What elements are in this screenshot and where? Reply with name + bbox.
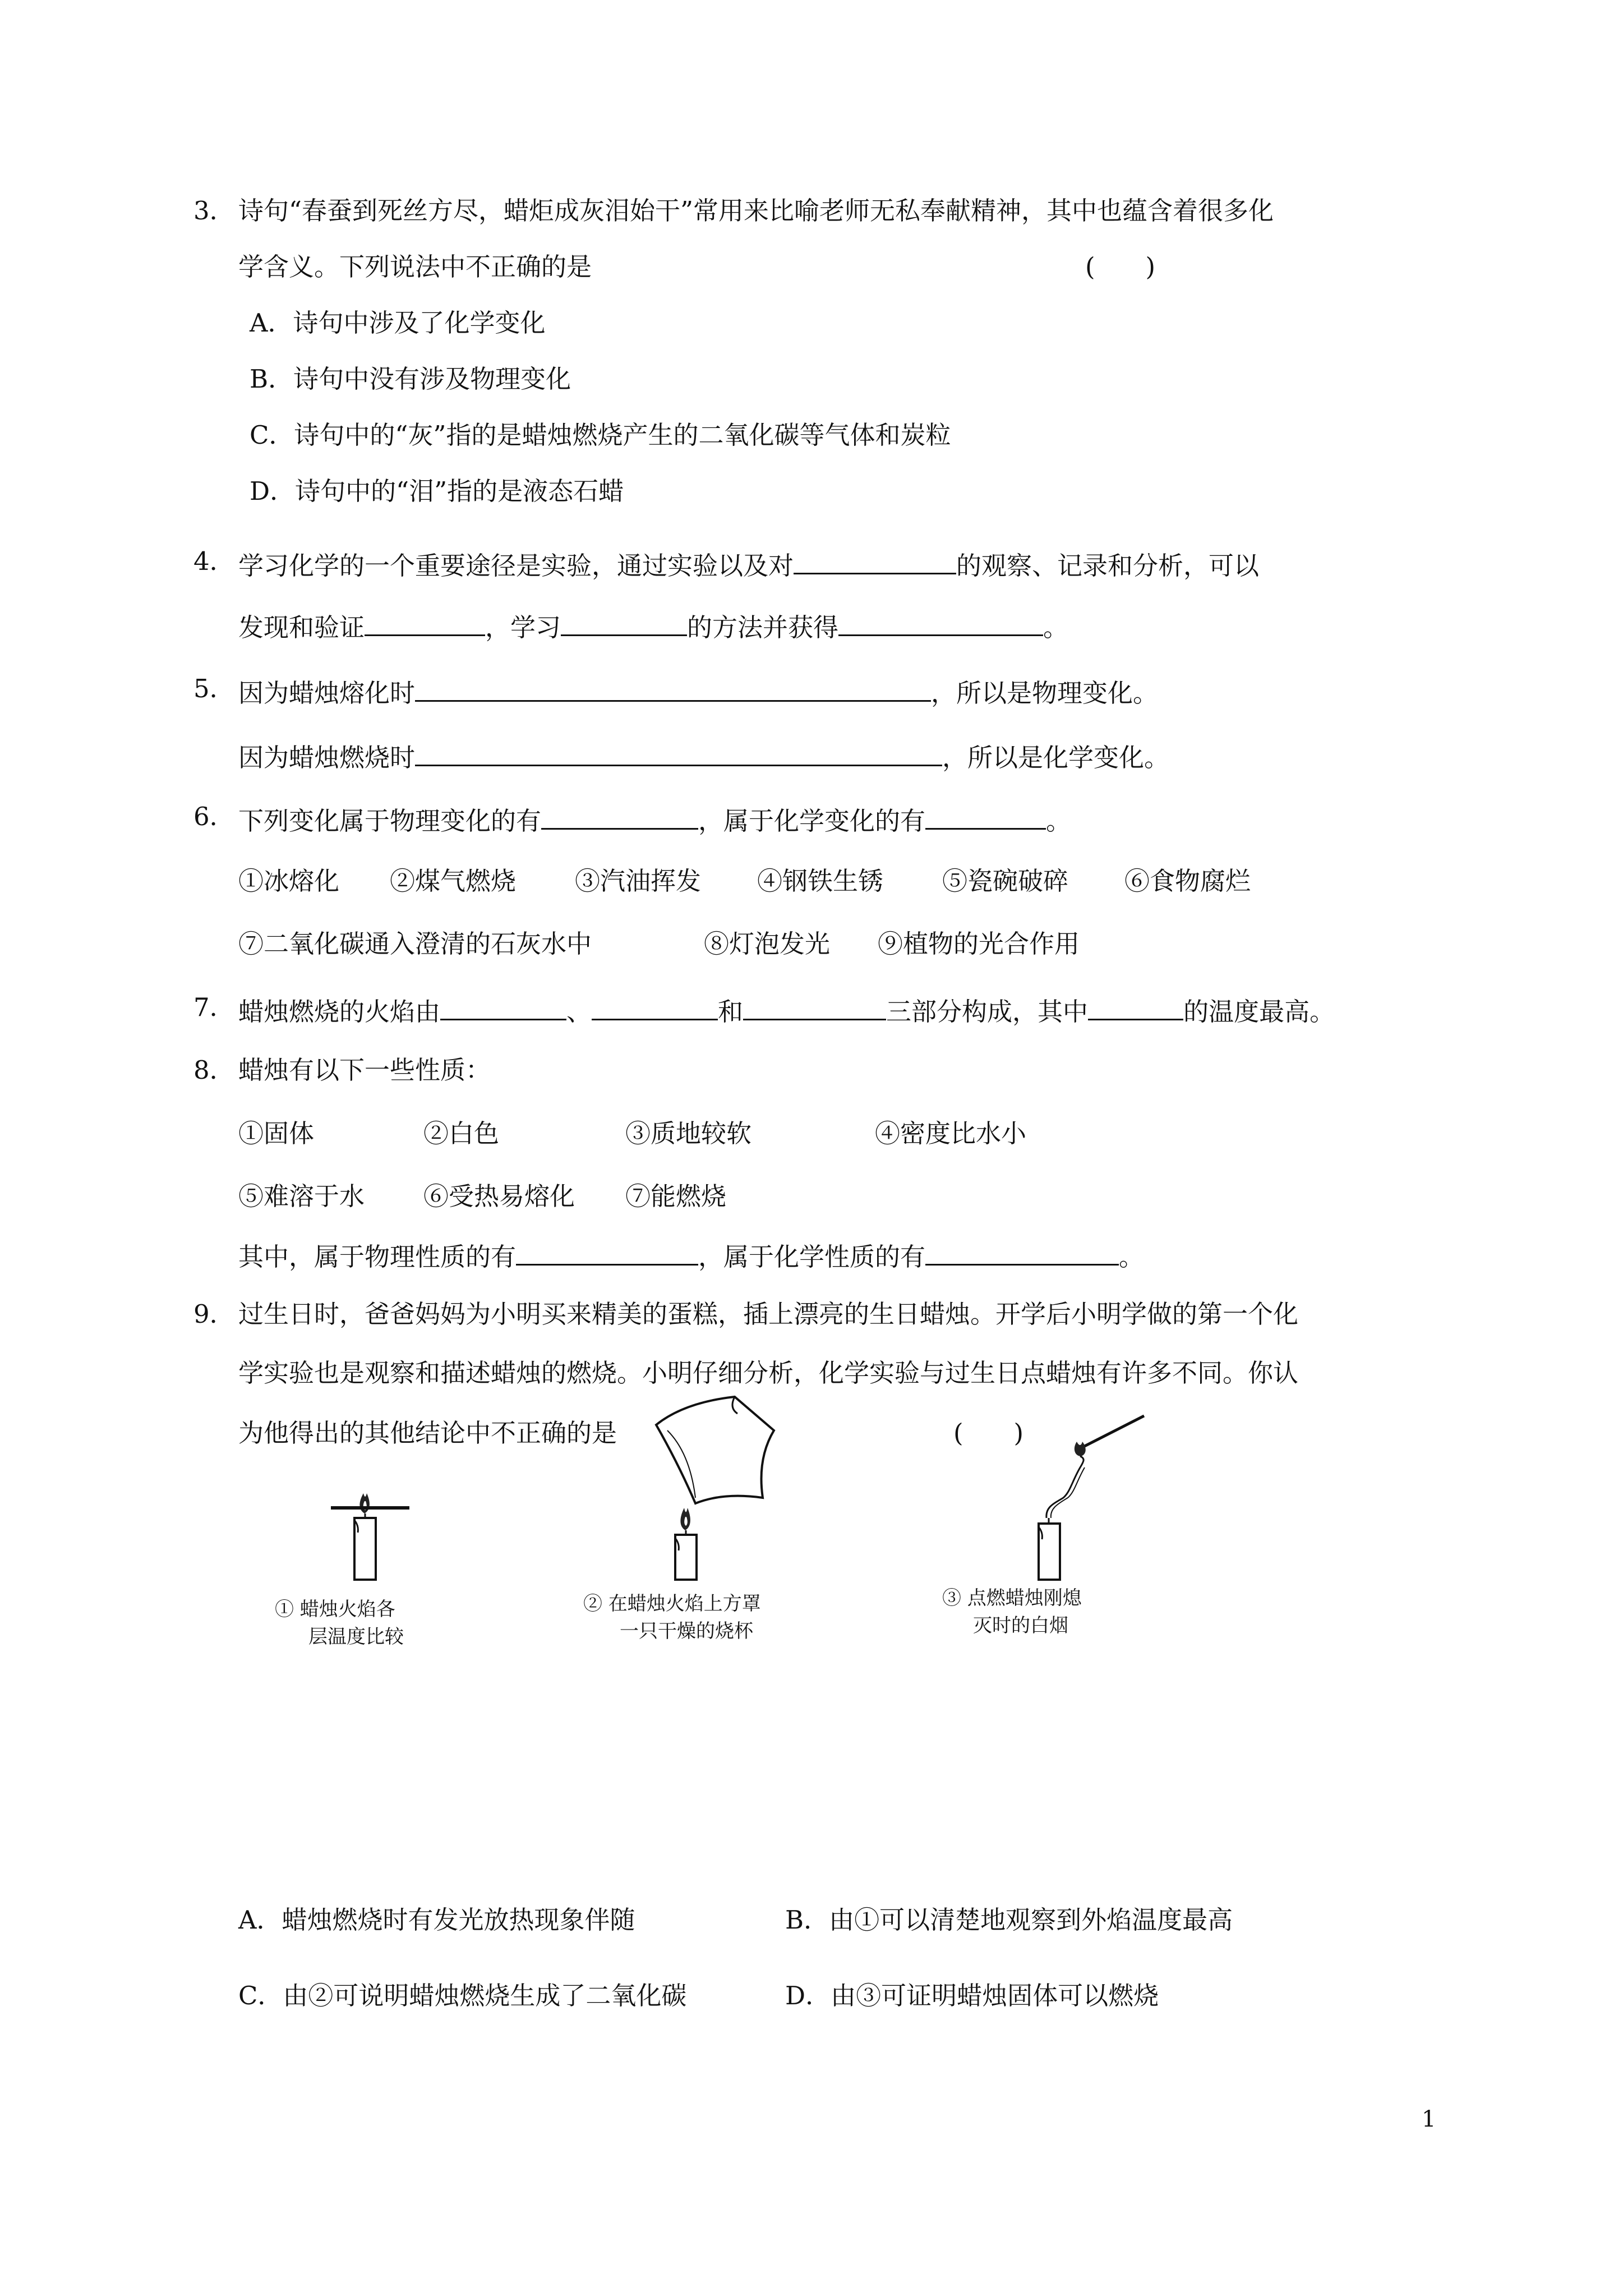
figure3-caption [942, 1585, 1082, 1640]
q8-property-1: ①固体 [238, 1119, 315, 1148]
q5-number: 5． [193, 674, 235, 703]
q9-answer-paren: ( ) [953, 1418, 1024, 1448]
candle-relit-by-match-icon [1009, 1414, 1166, 1582]
q8-number: 8． [193, 1055, 235, 1085]
figure1-caption [275, 1596, 404, 1651]
q6-text-1b: ，属于化学变化的有 [698, 806, 926, 836]
figure3-caption-line1: ③ 点燃蜡烛刚熄 [942, 1587, 1082, 1609]
q6-item-6: ⑥食物腐烂 [1124, 866, 1251, 896]
q8-blank-chemical[interactable] [925, 1240, 1119, 1266]
q9-option-c: C．由②可说明蜡烛燃烧生成了二氧化碳 [238, 1981, 687, 2010]
q4-line1 [238, 549, 1260, 581]
figure1-caption-line2: 层温度比较 [308, 1626, 404, 1649]
q3-option-b: B．诗句中没有涉及物理变化 [250, 364, 571, 394]
q8-text-3c: 。 [1119, 1241, 1145, 1272]
q6-item-3: ③汽油挥发 [575, 866, 702, 896]
q4-text-1b: 的观察、记录和分析，可以 [956, 550, 1260, 581]
q6-item-5: ⑤瓷碗破碎 [942, 866, 1069, 896]
q6-item-2: ②煤气燃烧 [390, 866, 517, 896]
q9-option-d: D．由③可证明蜡烛固体可以燃烧 [785, 1981, 1159, 2010]
q6-number: 6． [193, 802, 235, 831]
q4-blank-1[interactable] [794, 549, 956, 574]
q6-item-8: ⑧灯泡发光 [704, 929, 831, 959]
q4-number: 4． [193, 546, 235, 576]
q7-text-b: 、 [566, 996, 592, 1027]
q8-title: 蜡烛有以下一些性质： [238, 1055, 491, 1085]
q6-text-1a: 下列变化属于物理变化的有 [238, 806, 542, 836]
q8-property-4: ④密度比水小 [875, 1119, 1027, 1148]
q3-stem-line1: 诗句“春蚕到死丝方尽，蜡炬成灰泪始干”常用来比喻老师无私奉献精神，其中也蕴含着很多化 [238, 196, 1274, 226]
q8-property-5: ⑤难溶于水 [238, 1181, 365, 1211]
q8-line3 [238, 1240, 1145, 1272]
q8-property-7: ⑦能燃烧 [625, 1181, 727, 1211]
q8-property-2: ②白色 [423, 1119, 500, 1148]
q8-property-6: ⑥受热易熔化 [423, 1181, 575, 1211]
q6-item-9: ⑨植物的光合作用 [878, 929, 1080, 959]
q3-answer-paren: ( ) [1085, 252, 1156, 282]
figure1-caption-line1: ① 蜡烛火焰各 [275, 1598, 395, 1621]
q7-number: 7． [193, 992, 235, 1022]
q4-text-2b: ，学习 [485, 612, 561, 642]
q7-blank-1[interactable] [440, 995, 566, 1020]
q9-stem-line2: 学实验也是观察和描述蜡烛的燃烧。小明仔细分析，化学实验与过生日点蜡烛有许多不同。你认 [238, 1358, 1299, 1388]
q3-option-c: C．诗句中的“灰”指的是蜡烛燃烧产生的二氧化碳等气体和炭粒 [250, 420, 951, 450]
page-number: 1 [1422, 2106, 1436, 2132]
q3-option-a: A．诗句中涉及了化学变化 [250, 308, 546, 338]
q8-text-3b: ，属于化学性质的有 [698, 1241, 926, 1272]
q4-text-1a: 学习化学的一个重要途径是实验，通过实验以及对 [238, 550, 794, 581]
q6-blank-chemical[interactable] [925, 804, 1046, 830]
q6-blank-physical[interactable] [541, 804, 698, 830]
figure2-caption-line1: ② 在蜡烛火焰上方罩 [583, 1593, 761, 1615]
q3-number: 3． [193, 196, 235, 226]
q8-blank-physical[interactable] [516, 1240, 698, 1266]
q3-option-d: D．诗句中的“泪”指的是液态石蜡 [250, 476, 624, 506]
q4-blank-3[interactable] [561, 610, 687, 636]
q4-blank-4[interactable] [838, 610, 1043, 636]
figure2-caption-line2: 一只干燥的烧杯 [620, 1620, 753, 1643]
q7-text-c: 和 [718, 996, 744, 1027]
q4-blank-2[interactable] [365, 610, 485, 636]
q9-option-a: A．蜡烛燃烧时有发光放热现象伴随 [238, 1905, 635, 1935]
q7-text-e: 的温度最高。 [1183, 996, 1335, 1027]
q7-text-a: 蜡烛燃烧的火焰由 [238, 996, 441, 1027]
q4-line2 [238, 610, 1068, 640]
q5-line1 [238, 676, 1158, 706]
q6-item-7: ⑦二氧化碳通入澄清的石灰水中 [238, 929, 592, 959]
q4-text-2d: 。 [1043, 612, 1069, 642]
q9-option-b: B．由①可以清楚地观察到外焰温度最高 [785, 1905, 1233, 1935]
q9-stem-line1: 过生日时，爸爸妈妈为小明买来精美的蛋糕，插上漂亮的生日蜡烛。开学后小明学做的第一个化 [238, 1299, 1299, 1329]
q7-line [238, 995, 1335, 1027]
q9-number: 9． [193, 1299, 235, 1329]
q7-blank-4[interactable] [1088, 995, 1183, 1020]
q5-text-1b: ，所以是物理变化。 [931, 678, 1159, 708]
candle-flame-with-stick-icon [325, 1481, 415, 1582]
q6-line1 [238, 804, 1071, 834]
q8-property-3: ③质地较软 [625, 1119, 752, 1148]
q6-text-1c: 。 [1046, 806, 1072, 836]
q4-text-2a: 发现和验证 [238, 612, 365, 642]
q6-item-1: ①冰熔化 [238, 866, 340, 896]
q3-stem-line2: 学含义。下列说法中不正确的是 [238, 252, 592, 282]
q6-item-4: ④钢铁生锈 [757, 866, 884, 896]
q5-text-1a: 因为蜡烛熔化时 [238, 678, 416, 708]
q7-blank-2[interactable] [592, 995, 718, 1020]
figure3-caption-line2: 灭时的白烟 [973, 1614, 1068, 1637]
q7-blank-3[interactable] [743, 995, 886, 1020]
q7-text-d: 三部分构成，其中 [886, 996, 1089, 1027]
q8-text-3a: 其中，属于物理性质的有 [238, 1241, 517, 1272]
q5-blank-1[interactable] [415, 676, 931, 702]
q5-line2 [238, 740, 1169, 770]
q9-stem-line3: 为他得出的其他结论中不正确的是 [238, 1418, 617, 1448]
q4-text-2c: 的方法并获得 [687, 612, 839, 642]
q5-blank-2[interactable] [415, 740, 942, 766]
q5-text-2b: ，所以是化学变化。 [942, 742, 1170, 772]
candle-with-beaker-over-icon [645, 1391, 802, 1582]
figure2-caption [583, 1590, 761, 1646]
q5-text-2a: 因为蜡烛燃烧时 [238, 742, 416, 772]
